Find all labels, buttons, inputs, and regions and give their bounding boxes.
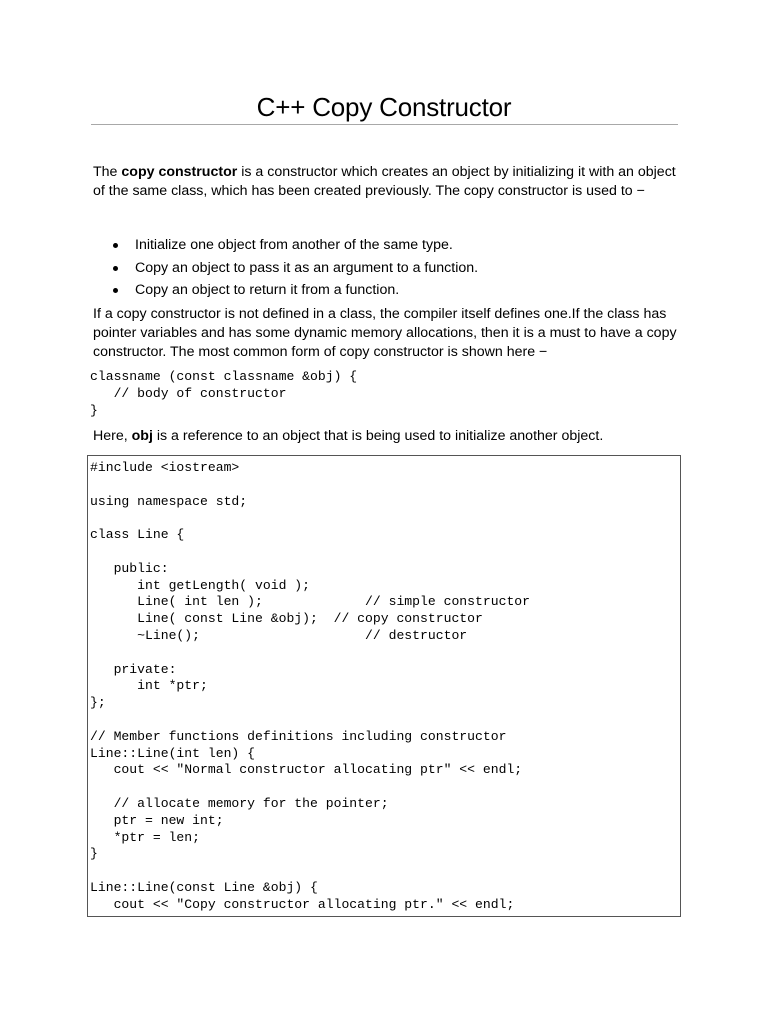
title-divider xyxy=(91,124,678,125)
bullet-icon xyxy=(113,288,118,293)
intro-suffix: is a constructor which creates an object by initializing it with an object of the same class, which has been created previously. The copy constructor is used to − xyxy=(93,164,676,199)
uses-list xyxy=(93,234,678,302)
definition-paragraph: If a copy constructor is not defined in a class, the compiler itself defines one.If the class has pointer variables and has some dynamic memory allocations, then it is a must to have a copy constructor. The most common form of copy constructor is shown here − xyxy=(93,306,677,360)
here-term: obj xyxy=(131,428,153,444)
list-item-text: Initialize one object from another of the same type. xyxy=(135,237,453,253)
example-code-box xyxy=(87,455,681,917)
bullet-icon xyxy=(113,243,118,248)
list-item-text: Copy an object to return it from a function. xyxy=(135,282,400,298)
intro-prefix: The xyxy=(93,164,122,180)
page-title: C++ Copy Constructor xyxy=(256,92,512,122)
list-item-text: Copy an object to pass it as an argument to a function. xyxy=(135,259,479,276)
example-code: #include <iostream> using namespace std; class Line { public: int getLength( void ); Line( int len ); // simple constructor Line( const Line &obj); // copy constructor ~Line(); // destructor private: int *ptr; }; // Member functions definitions including constructor Line::Line(int len) { cout << "Normal constructor allocating ptr" << endl; // allocate memory for the pointer; ptr = new int; *ptr = len; } Line::Line(const Line &obj) { cout << "Copy constructor allocating ptr." << endl; xyxy=(90,460,531,912)
list-item xyxy=(93,234,678,257)
bullet-icon xyxy=(113,266,118,271)
syntax-code-block: classname (const classname &obj) { // body of constructor } xyxy=(90,369,358,418)
intro-term: copy constructor xyxy=(121,164,238,180)
list-item xyxy=(93,279,678,302)
here-suffix: is a reference to an object that is being used to initialize another object. xyxy=(152,428,604,444)
here-prefix: Here, xyxy=(93,428,132,444)
intro-paragraph xyxy=(93,163,678,201)
list-item xyxy=(93,257,678,280)
obj-explanation xyxy=(93,427,678,446)
